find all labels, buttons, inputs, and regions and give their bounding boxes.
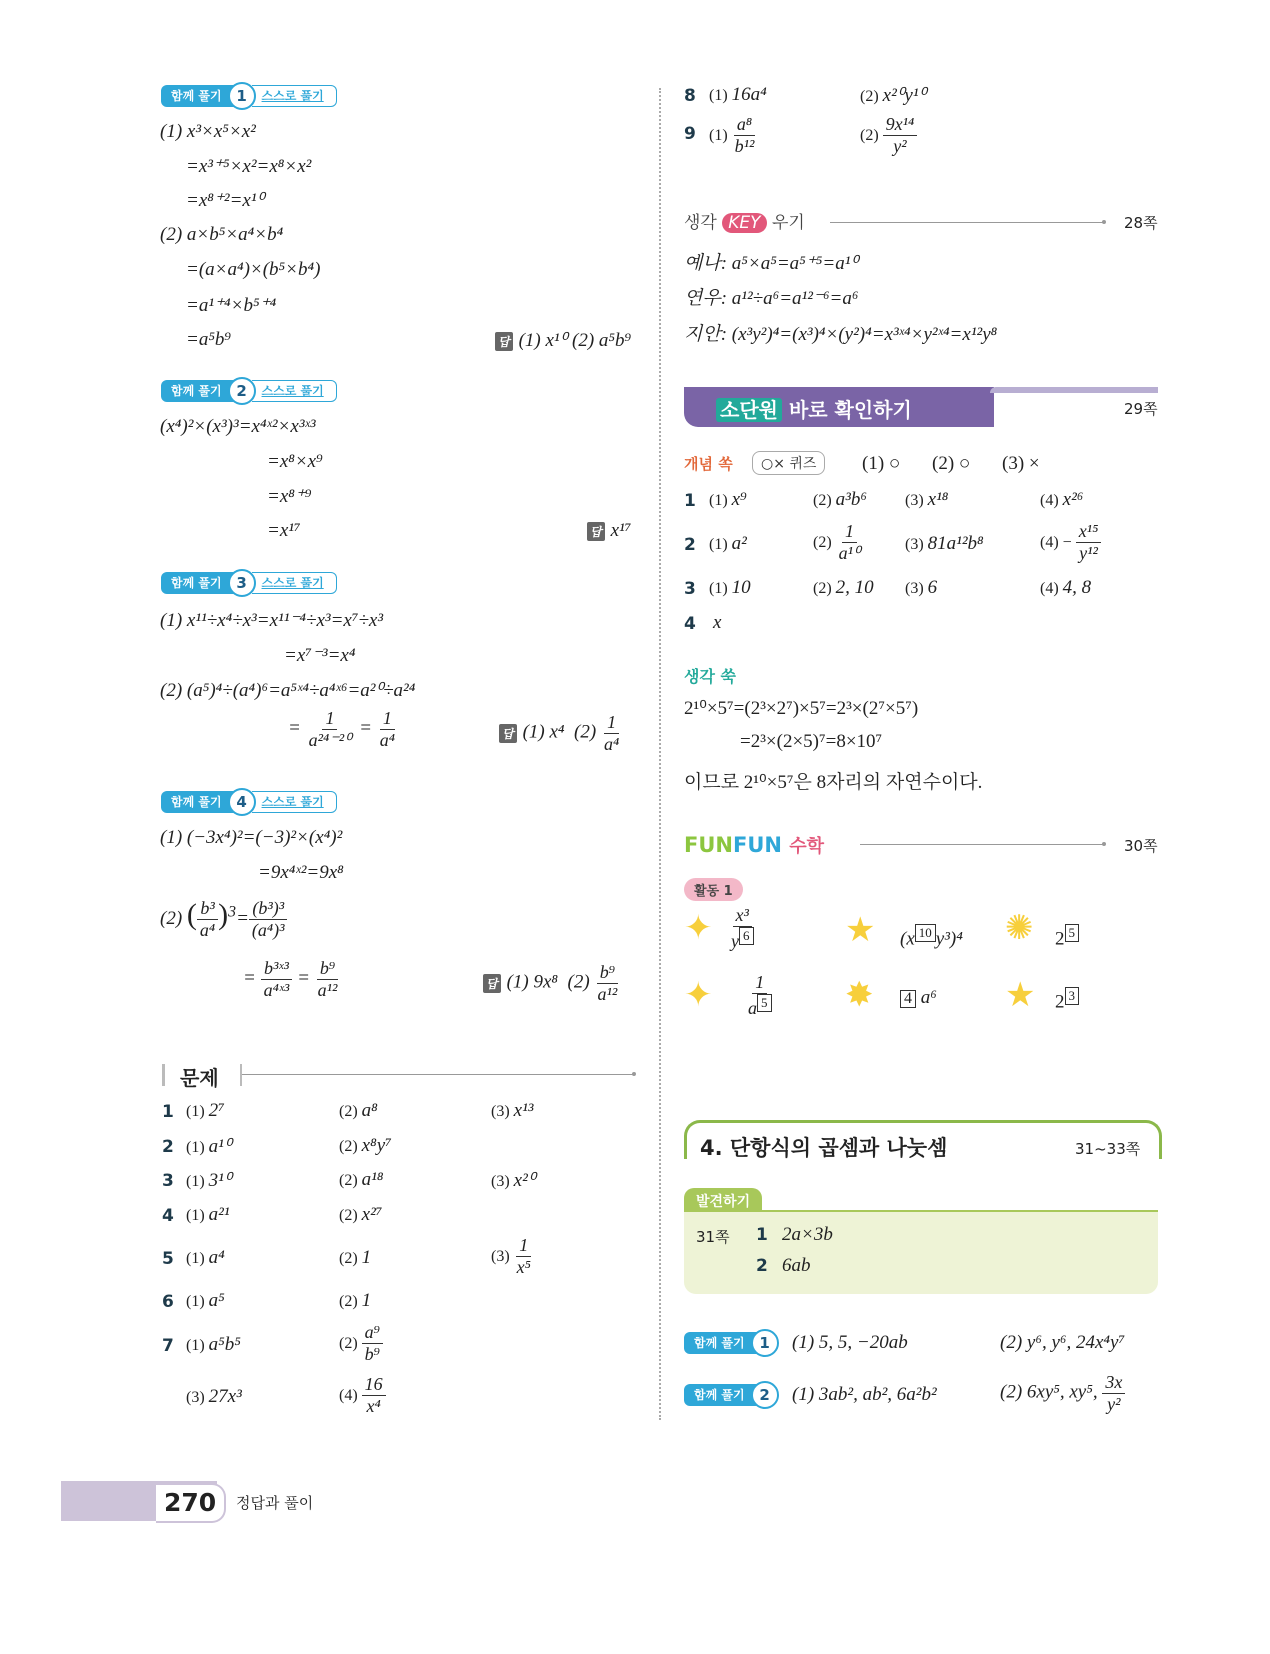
item-value: a⁵ <box>208 1290 225 1311</box>
key-line: 예나: a⁵×a⁵=a⁵⁺⁵=a¹⁰ <box>684 253 859 274</box>
ex4-answer <box>483 962 620 1004</box>
divider <box>242 1074 634 1075</box>
discover-page: 31쪽 <box>696 1228 730 1246</box>
badge-number: 4 <box>228 788 256 816</box>
base: a <box>748 997 757 1018</box>
item-value: x²⁰ <box>513 1170 536 1191</box>
item-label: (1) <box>709 536 728 553</box>
item-number: 1 <box>684 491 696 511</box>
numerator: 1 <box>380 708 395 730</box>
answer-item <box>339 1374 386 1416</box>
item-label: (3) <box>186 1389 205 1406</box>
item-label: (2) <box>813 492 832 509</box>
ex1-line: =(a×a⁴)×(b⁵×b⁴) <box>186 259 321 280</box>
item-label: (1) <box>186 1207 205 1224</box>
item-label: (2) <box>860 88 879 105</box>
ex3-fraction-line: = $\frac{1}{\text{a²⁴⁻²⁰}}$ = $\frac{1}{\text{a⁴}}$ <box>288 708 398 750</box>
item-label: (3) <box>491 1173 510 1190</box>
ex2-answer <box>587 520 631 542</box>
ex3-line: (2) (a⁵)⁴÷(a⁴)⁶=a⁵ˣ⁴÷a⁴ˣ⁶=a²⁰÷a²⁴ <box>160 680 416 701</box>
ex3-line: =x⁷⁻³=x⁴ <box>284 645 356 666</box>
item-label: (2) <box>339 1207 358 1224</box>
numerator: b³ <box>197 898 217 920</box>
denominator: (a⁴)³ <box>251 920 285 941</box>
answer-text: (1) 5, 5, −20ab <box>792 1332 908 1353</box>
badge-together-label: 함께 풀기 <box>684 1332 759 1354</box>
fun-a: FUN <box>684 833 733 857</box>
ex1-line: (2) a×b⁵×a⁴×b⁴ <box>160 224 284 245</box>
answer-item <box>709 84 767 106</box>
item-label: (3) <box>905 492 924 509</box>
item-label: (3) <box>905 580 924 597</box>
badge-number: 2 <box>228 377 256 405</box>
answer-item <box>339 1100 378 1122</box>
denominator: a⁴ <box>379 729 395 750</box>
denominator: a⁴ˣ³ <box>263 979 290 1000</box>
think-label: 생각 쑥 <box>684 667 736 686</box>
numerator: 16 <box>362 1374 386 1396</box>
item-label: (1) <box>186 1103 205 1120</box>
page-ref: 31~33쪽 <box>1075 1140 1141 1158</box>
answer-item <box>709 612 721 634</box>
ex3-answer <box>499 712 622 754</box>
answer-item <box>860 84 926 107</box>
denominator <box>728 927 757 952</box>
item-number: 2 <box>756 1256 768 1276</box>
answer-item <box>339 1290 371 1312</box>
fun-b: FUN <box>732 833 782 857</box>
answer-item <box>709 577 751 599</box>
numerator: 1 <box>322 708 337 730</box>
answer-item <box>186 1334 241 1356</box>
denominator: y² <box>1107 1393 1121 1414</box>
numerator: x³ <box>733 905 752 927</box>
answer-item <box>1040 577 1091 599</box>
star-icon: ★ <box>1005 975 1036 1015</box>
header-bar <box>240 1064 242 1086</box>
item-label: (2) <box>339 1103 358 1120</box>
numerator: 1 <box>842 521 857 543</box>
item-number: 9 <box>684 124 696 144</box>
header-bar <box>162 1064 165 1086</box>
answer-item <box>186 1290 225 1312</box>
badge-self-label: 스스로 풀기 <box>252 380 337 402</box>
badge-number: 2 <box>751 1381 779 1409</box>
divider-dot <box>1102 842 1106 846</box>
ex4-line: =9x⁴ˣ²=9x⁸ <box>258 862 344 883</box>
answer-item <box>1040 521 1101 563</box>
together-solve-badge-2 <box>161 380 337 402</box>
ex1-line: =a¹⁺⁴×b⁵⁺⁴ <box>186 295 277 316</box>
badge-self-label: 스스로 풀기 <box>252 791 337 813</box>
item-label: (4) <box>1040 580 1059 597</box>
banner-tail <box>990 387 1158 393</box>
column-divider <box>659 88 661 1420</box>
answer-mark: 답 <box>587 522 605 541</box>
answer-item <box>186 1135 231 1158</box>
ex1-line: =a⁵b⁹ <box>186 329 232 350</box>
answer-item <box>339 1204 382 1226</box>
item-number: 4 <box>684 614 696 634</box>
item-value: a²¹ <box>208 1204 230 1225</box>
item-value: a⁵b⁵ <box>208 1334 241 1355</box>
item-value: 27x³ <box>208 1386 242 1407</box>
item-label: (4) <box>339 1386 358 1404</box>
item-value: 1 <box>361 1290 372 1311</box>
numerator: 1 <box>516 1235 531 1257</box>
item-value: 1 <box>361 1247 372 1268</box>
ex1-answer <box>495 329 631 352</box>
answer-item <box>339 1169 383 1191</box>
answer-item <box>491 1100 533 1122</box>
item-value: 81a¹²b⁸ <box>927 533 984 554</box>
item-value: x <box>713 612 722 633</box>
answer-text-frac <box>1000 1372 1125 1414</box>
item-label: (1) <box>186 1293 205 1310</box>
key-logo: KEY <box>722 213 766 233</box>
ex1-line: =x³⁺⁵×x²=x⁸×x² <box>186 156 312 177</box>
key-title <box>684 208 805 233</box>
item-label: (1) <box>709 580 728 597</box>
divider <box>830 222 1104 223</box>
answer-text: (1) 3ab², ab², 6a²b² <box>792 1384 937 1405</box>
glowing-star-icon: ★ <box>845 910 876 950</box>
denominator: b¹² <box>734 135 755 156</box>
item-label: (4) − <box>1040 533 1072 551</box>
item-value: a⁸ <box>361 1100 378 1121</box>
denominator: x⁵ <box>516 1256 531 1277</box>
item-value: a³b⁶ <box>835 489 867 510</box>
together-solve-badge-1 <box>161 85 337 107</box>
ex3-line: (1) x¹¹÷x⁴÷x³=x¹¹⁻⁴÷x³=x⁷÷x³ <box>160 610 384 631</box>
item-label: (2) <box>339 1138 358 1155</box>
fraction <box>362 1322 383 1364</box>
ex2-line: =x⁸×x⁹ <box>267 451 323 472</box>
numerator: 3x <box>1102 1372 1125 1394</box>
fun-item-e <box>900 987 937 1009</box>
answer-box: 10 <box>915 924 936 942</box>
key-line: 지안: (x³y²)⁴=(x³)⁴×(y²)⁴=x³ˣ⁴×y²ˣ⁴=x¹²y⁸ <box>684 324 998 345</box>
item-number: 6 <box>162 1292 174 1312</box>
concept-label: 개념 쏙 <box>684 455 733 473</box>
item-label: (2) <box>339 1293 358 1310</box>
think-line: 2¹⁰×5⁷=(2³×2⁷)×5⁷=2³×(2⁷×5⁷) <box>684 698 919 719</box>
denominator <box>745 994 775 1019</box>
numerator: 9x¹⁴ <box>883 114 918 136</box>
item-label: (1) <box>709 87 728 104</box>
item-value: 2a×3b <box>782 1224 833 1245</box>
denominator: a¹² <box>317 979 338 1000</box>
burst-star-icon: ✸ <box>845 975 874 1015</box>
page-ref: 29쪽 <box>1124 400 1158 418</box>
denominator: b⁹ <box>364 1343 380 1364</box>
activity-label: 활동 <box>694 884 720 899</box>
item-value: x²⁰y¹⁰ <box>882 85 927 106</box>
item-label: (1) <box>186 1173 205 1190</box>
answer-text: (1) x¹⁰ (2) a⁵b⁹ <box>518 330 632 351</box>
fun-item-d <box>745 972 775 1018</box>
numerator: b⁹ <box>317 958 338 980</box>
item-number: 8 <box>684 86 696 106</box>
base: 2 <box>1055 991 1065 1013</box>
sparkle-icon: ✦ <box>684 908 713 948</box>
answer-item <box>339 1322 383 1364</box>
answer-item <box>709 533 747 555</box>
key-line: 연우: a¹²÷a⁶=a¹²⁻⁶=a⁶ <box>684 288 859 309</box>
answer-label: (2) <box>574 721 597 743</box>
answer-box: 5 <box>757 994 772 1012</box>
badge-number: 1 <box>751 1329 779 1357</box>
item-number: 4 <box>162 1206 174 1226</box>
sunburst-icon: ✺ <box>1005 908 1034 948</box>
fun-item-c <box>1055 924 1079 950</box>
answer-item <box>709 114 757 156</box>
denominator: y² <box>893 135 907 156</box>
fraction <box>732 114 758 156</box>
badge-together-label: 함께 풀기 <box>161 572 236 594</box>
think-line: =2³×(2×5)⁷=8×10⁷ <box>740 731 883 752</box>
item-label: (2) <box>339 1172 358 1189</box>
item-label: (2) <box>860 126 879 144</box>
badge-number: 3 <box>228 569 256 597</box>
answer-item <box>709 489 747 511</box>
banner-title-b: 바로 확인하기 <box>788 398 912 422</box>
together-solve-badge-u1 <box>684 1332 779 1354</box>
problems-title: 문제 <box>180 1066 219 1090</box>
item-value: 6ab <box>782 1255 811 1276</box>
ex2-line: (x⁴)²×(x³)³=x⁴ˣ²×x³ˣ³ <box>160 416 316 437</box>
item-label: (2) <box>813 580 832 597</box>
think-line: 이므로 2¹⁰×5⁷은 8자리의 자연수이다. <box>684 772 983 793</box>
item-value: 2⁷ <box>208 1100 225 1121</box>
numerator: (b³)³ <box>249 898 287 920</box>
badge-number: 1 <box>228 82 256 110</box>
item-value: x¹³ <box>513 1100 534 1121</box>
badge-self-label: 스스로 풀기 <box>252 85 337 107</box>
answer-item <box>860 114 917 156</box>
together-solve-badge-3 <box>161 572 337 594</box>
banner-title <box>716 394 912 423</box>
item-value: 10 <box>731 577 751 598</box>
badge-together-label: 함께 풀기 <box>161 85 236 107</box>
answer-item <box>339 1135 392 1157</box>
item-label: (2) <box>339 1334 358 1352</box>
page-ref: 30쪽 <box>1124 837 1158 855</box>
denominator: y¹² <box>1079 542 1098 563</box>
numerator: x¹⁵ <box>1076 521 1102 543</box>
item-label: (1) <box>186 1337 205 1354</box>
ex4-label: (2) <box>160 908 183 929</box>
answer-item <box>813 489 867 511</box>
item-label: (1) <box>709 492 728 509</box>
item-number: 2 <box>684 535 696 555</box>
item-label: (4) <box>1040 492 1059 509</box>
answer-mark: 답 <box>483 974 501 993</box>
numerator: a⁹ <box>362 1322 383 1344</box>
denominator: a¹² <box>597 983 618 1004</box>
base: y <box>731 930 739 951</box>
item-value: 6 <box>927 577 938 598</box>
banner-title-a: 소단원 <box>716 398 782 422</box>
key-title-b: 우기 <box>771 213 805 233</box>
fraction <box>883 114 918 156</box>
answer-item <box>186 1386 242 1408</box>
item-value: a² <box>731 533 747 554</box>
item-label: (3) <box>491 1247 510 1265</box>
base: 2 <box>1055 928 1065 950</box>
ex1-line: =x⁸⁺²=x¹⁰ <box>186 190 265 211</box>
item-value: a⁴ <box>208 1247 225 1268</box>
answer-text: (1) x⁴ <box>522 721 565 743</box>
answer-item <box>813 577 874 599</box>
denominator: a¹⁰ <box>838 542 861 563</box>
quiz-answer: (3) × <box>1002 453 1040 474</box>
answer-item <box>905 533 984 555</box>
numerator: b⁹ <box>597 962 618 984</box>
fraction <box>514 1235 534 1277</box>
expr: (x <box>900 928 915 950</box>
item-value: a¹⁰ <box>208 1136 232 1157</box>
key-title-a: 생각 <box>684 213 717 233</box>
numerator: b³ˣ³ <box>261 958 292 980</box>
fraction <box>1076 521 1102 563</box>
answer-item <box>339 1247 371 1269</box>
answer-item <box>905 577 937 599</box>
item-label: (3) <box>491 1103 510 1120</box>
item-value: a¹⁸ <box>361 1169 384 1190</box>
badge-self-label: 스스로 풀기 <box>252 572 337 594</box>
expr: y³)⁴ <box>935 928 963 950</box>
item-number: 5 <box>162 1249 174 1269</box>
item-label: (1) <box>709 126 728 144</box>
answer-item <box>905 489 948 511</box>
item-label: (1) <box>186 1139 205 1156</box>
sparkle-icon: ✦ <box>684 975 713 1015</box>
left-paren: ( <box>186 898 197 931</box>
answer-text: (1) 9x⁸ <box>506 971 559 993</box>
item-label: (3) <box>905 536 924 553</box>
numerator: 1 <box>604 712 619 734</box>
badge-together-label: 함께 풀기 <box>161 791 236 813</box>
answer-label: (2) <box>567 971 590 993</box>
ex4-line-2: (2) ( $\frac{\text{b³}}{\text{a⁴}}$ )$^3$= $\frac{\text{(b³)³}}{\text{(a⁴)³}}$ <box>160 898 288 941</box>
ex4-line-3: = $\frac{\text{b³ˣ³}}{\text{a⁴ˣ³}}$ = $\frac{\text{b⁹}}{\text{a¹²}}$ <box>243 958 340 1000</box>
item-label: (1) <box>186 1250 205 1267</box>
item-number: 7 <box>162 1336 174 1356</box>
together-solve-badge-u2 <box>684 1384 779 1406</box>
expr: a⁶ <box>920 987 937 1008</box>
page-number: 270 <box>156 1483 226 1523</box>
funfun-title <box>684 832 824 858</box>
quiz-answer: (1) ○ <box>862 453 901 474</box>
denominator: a⁴ <box>603 733 620 754</box>
quiz-answer: (2) ○ <box>932 453 971 474</box>
unit-title: 4. 단항식의 곱셈과 나눗셈 <box>700 1136 948 1160</box>
answer-box: 5 <box>1065 924 1080 942</box>
item-value: x⁸y⁷ <box>361 1135 392 1156</box>
item-label: (2) <box>339 1250 358 1267</box>
answer-item <box>186 1247 225 1269</box>
item-value: x⁹ <box>731 489 747 510</box>
numerator: a⁸ <box>734 114 755 136</box>
discover-box <box>684 1210 1158 1294</box>
answer-mark: 답 <box>495 332 513 351</box>
item-number: 2 <box>162 1137 174 1157</box>
answer-item <box>186 1169 231 1192</box>
answer-box: 6 <box>739 927 754 945</box>
ox-quiz-badge: ○× 퀴즈 <box>752 451 825 475</box>
activity-badge <box>684 878 743 901</box>
right-paren: ) <box>218 898 229 931</box>
fraction <box>362 1374 386 1416</box>
item-number: 1 <box>162 1102 174 1122</box>
ex2-line: =x¹⁷ <box>267 520 301 541</box>
answer-text: (2) y⁶, y⁶, 24x⁴y⁷ <box>1000 1332 1126 1353</box>
fun-c: 수학 <box>789 836 825 857</box>
item-value: x²⁶ <box>1062 489 1084 510</box>
divider <box>860 844 1104 845</box>
answer-box: 4 <box>900 990 916 1008</box>
denominator: a²⁴⁻²⁰ <box>308 729 352 750</box>
ex2-line: =x⁸⁺⁹ <box>267 486 312 507</box>
item-value: 4, 8 <box>1062 577 1092 598</box>
denominator: a⁴ <box>199 920 216 941</box>
answer-item <box>1040 489 1083 511</box>
item-value: 16a⁴ <box>731 84 767 105</box>
item-value: x²⁷ <box>361 1204 383 1225</box>
activity-num: 1 <box>723 884 733 899</box>
ex4-line: (1) (−3x⁴)²=(−3)²×(x⁴)² <box>160 827 343 848</box>
item-label: (2) <box>813 533 832 551</box>
fun-item-a <box>728 905 757 951</box>
answer-item <box>491 1235 534 1277</box>
answer-text: (2) 6xy⁵, xy⁵, <box>1000 1381 1098 1403</box>
fraction <box>836 521 864 563</box>
answer-item <box>186 1204 230 1226</box>
denominator: x⁴ <box>366 1395 381 1416</box>
answer-item <box>186 1100 225 1122</box>
answer-item <box>813 521 863 563</box>
badge-together-label: 함께 풀기 <box>161 380 236 402</box>
answer-mark: 답 <box>499 724 517 743</box>
numerator: 1 <box>752 972 767 994</box>
together-solve-badge-4 <box>161 791 337 813</box>
badge-together-label: 함께 풀기 <box>684 1384 759 1406</box>
item-value: 3¹⁰ <box>208 1170 232 1191</box>
page-ref: 28쪽 <box>1124 214 1158 232</box>
divider-dot <box>1102 220 1106 224</box>
footer-label: 정답과 풀이 <box>236 1494 314 1512</box>
answer-text: x¹⁷ <box>610 520 632 541</box>
divider-dot <box>632 1072 636 1076</box>
fun-item-f <box>1055 987 1079 1013</box>
item-number: 3 <box>684 579 696 599</box>
answer-box: 3 <box>1065 987 1080 1005</box>
discover-tab: 발견하기 <box>684 1188 762 1214</box>
item-number: 3 <box>162 1171 174 1191</box>
item-value: 2, 10 <box>835 577 874 598</box>
answer-item <box>491 1169 535 1192</box>
item-number: 1 <box>756 1225 768 1245</box>
ex1-line: (1) x³×x⁵×x² <box>160 121 256 142</box>
exponent: 3 <box>228 903 237 921</box>
fun-item-b <box>900 924 963 950</box>
item-value: x¹⁸ <box>927 489 949 510</box>
